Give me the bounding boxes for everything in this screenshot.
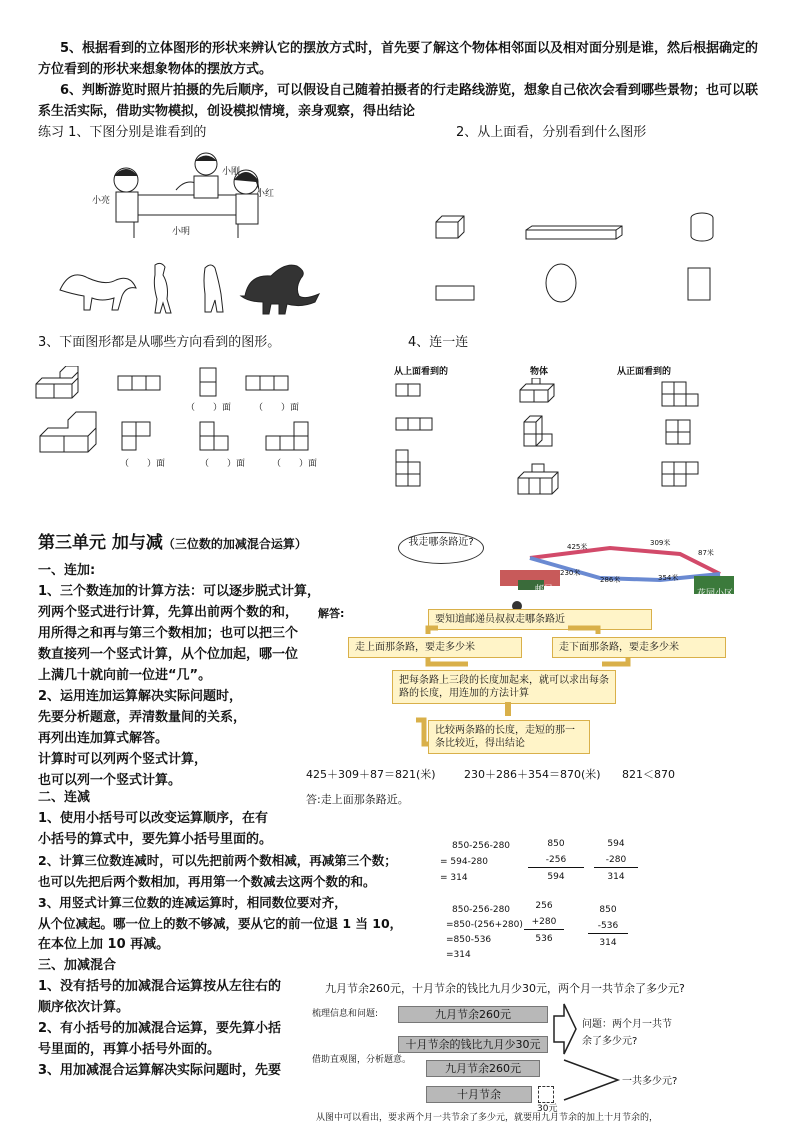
paragraph-6: 6、判断游览时照片拍摄的先后顺序，可以假设自己随着拍摄者的行走路线游览，想象自己依次会看到哪些景物；也可以联系生活实际，借助实物模拟，创设模拟情境，亲身观察，得出结论 [38, 83, 759, 119]
sec1-l2: 列两个竖式进行计算，先算出前两个数的和， [38, 605, 299, 620]
blank-5[interactable]: （ ）面 [272, 459, 318, 469]
bar-september-visual: 九月节余260元 [426, 1060, 540, 1077]
blank-2[interactable]: （ ）面 [254, 403, 300, 413]
sec1-l5: 上满几十就向前一位进“几”。 [38, 668, 212, 683]
sec1-l8: 再列出连加算式解答。 [38, 731, 169, 746]
sec1-l9: 计算时可以列两个竖式计算， [38, 752, 208, 767]
blank-3[interactable]: （ ）面 [120, 459, 166, 469]
connect-front-label: 从正面看到的 [617, 367, 672, 377]
calc-a-1: 850-256-280 [452, 841, 511, 851]
calc-a-3: = 314 [440, 873, 468, 883]
flow-step-1: 要知道邮递员叔叔走哪条路近 [428, 609, 652, 630]
label-xiaoliang: 小亮 [92, 196, 111, 206]
bar-september: 九月节余260元 [398, 1006, 548, 1023]
calc-b-mid: -256 [528, 851, 584, 868]
exercise-4-figures [392, 378, 712, 500]
calc-b-res: 594 [547, 872, 565, 882]
exercise-2-title: 2、从上面看，分别看到什么图形 [456, 125, 647, 140]
exercise-3-figures [34, 366, 334, 466]
calc-b-top: 850 [547, 839, 565, 849]
sec2-l4: 也可以先把后两个数相加，再用第一个数减去这两个数的和。 [38, 874, 376, 889]
label-xiaoming: 小明 [172, 227, 191, 237]
sec2-head: 二、连减 [38, 790, 91, 805]
section-2 [38, 787, 458, 955]
sec3-l3: 2、有小括号的加减混合运算，要先算小括 [38, 1021, 282, 1036]
problem-step-2: 借助直观图，分析题意。 [312, 1055, 412, 1065]
calc-d-1: 850-256-280 [452, 905, 511, 915]
calc-c-res: 314 [607, 872, 625, 882]
arrow-right [552, 1002, 578, 1056]
calc-f-res: 314 [599, 938, 617, 948]
problem-question: 九月节余260元，十月节余的钱比九月少30元，两个月一共节余了多少元? [325, 982, 685, 995]
sec1-l6: 2、运用连加运算解决实际问题时， [38, 689, 243, 704]
exercise-4-title: 4、连一连 [408, 335, 469, 350]
difference-label: 30元 [537, 1104, 558, 1114]
dinosaur-views [55, 260, 325, 315]
dist-87: 87米 [698, 549, 714, 557]
sec2-l6: 从个位减起。哪一位上的数不够减，要从它的前一位退 1 当 10， [38, 916, 403, 931]
calc-b [528, 838, 584, 884]
speech-bubble: 我走哪条路近? [398, 532, 484, 564]
calc-a [440, 840, 520, 885]
calc-c [594, 838, 638, 884]
flow-step-3: 把每条路上三段的长度加起来，就可以求出每条路的长度，用连加的方法计算 [392, 670, 616, 704]
sec3-head: 三、加减混合 [38, 958, 117, 973]
exercise-3-title: 3、下面图形都是从哪些方向看到的图形。 [38, 335, 281, 350]
paragraph-5: 5、根据看到的立体图形的形状来辨认它的摆放方式时，首先要了解这个物体相邻面以及相对面分别是谁，然后根据确定的方位看到的形状来想象物体的摆放方式。 [38, 41, 759, 77]
sec1-l1: 1、三个数连加的计算方法：可以逐步脱式计算， [38, 584, 321, 599]
sec2-l2: 小括号的算式中，要先算小括号里面的。 [38, 832, 273, 847]
garden-community-label: 花园小区 [697, 589, 734, 599]
calc-e [524, 900, 564, 946]
calc-e-res: 536 [535, 934, 553, 944]
calc-d [446, 904, 536, 962]
sec3-l2: 顺序依次计算。 [38, 1000, 130, 1015]
equation-2: 230＋286＋354＝870(米) [464, 768, 601, 781]
flow-step-2b: 走下面那条路，要走多少米 [552, 637, 726, 658]
section-3 [38, 955, 302, 1081]
sec1-head: 一、连加: [38, 563, 96, 578]
sec1-l3: 用所得之和再与第三个数相加；也可以把三个 [38, 626, 299, 641]
equation-3: 821＜870 [622, 768, 675, 781]
connect-top-label: 从上面看到的 [394, 367, 449, 377]
bar-october-visual: 十月节余 [426, 1086, 532, 1103]
calc-c-top: 594 [607, 839, 625, 849]
calc-d-4: =314 [446, 950, 471, 960]
exercise-1-title: 练习 1、下图分别是谁看到的 [38, 125, 207, 140]
bar-october-desc: 十月节余的钱比九月少30元 [398, 1036, 548, 1053]
unit-title-main: 第三单元 加与减 [38, 533, 163, 553]
section-1 [38, 560, 338, 791]
calc-d-3: =850-536 [446, 935, 492, 945]
sec1-l7: 先要分析题意，弄清数量间的关系， [38, 710, 247, 725]
calc-f-top: 850 [599, 905, 617, 915]
answer-label: 解答: [318, 607, 345, 620]
exercise-2-shapes [430, 208, 730, 308]
calc-f [588, 904, 628, 950]
unit-title [38, 528, 307, 553]
unit-subtitle: （三位数的加减混合运算） [162, 537, 307, 551]
flow-step-2a: 走上面那条路，要走多少米 [348, 637, 522, 658]
sec2-l1: 1、使用小括号可以改变运算顺序，在有 [38, 811, 269, 826]
sec2-l5: 3、用竖式计算三位数的连减运算时，相同数位要对齐， [38, 895, 347, 910]
sec1-l4: 数直接列一个竖式计算，从个位加起，哪一位 [38, 647, 299, 662]
calc-a-2: = 594-280 [440, 857, 489, 867]
brace-arrow [562, 1058, 622, 1104]
sec3-l5: 3、用加减混合运算解决实际问题时，先要 [38, 1063, 282, 1078]
sec3-l4: 号里面的，再算小括号外面的。 [38, 1042, 221, 1057]
dist-425: 425米 [567, 543, 588, 551]
flow-arrows [348, 620, 718, 750]
label-xiaogang: 小刚 [222, 167, 241, 177]
blank-4[interactable]: （ ）面 [200, 459, 246, 469]
flow-step-4: 比较两条路的长度，走短的那一条比较近，得出结论 [428, 720, 590, 754]
total-question: 一共多少元? [622, 1076, 678, 1087]
post-office-label: 邮局 [535, 585, 554, 595]
sec3-l1: 1、没有括号的加减混合运算按从左往右的 [38, 979, 282, 994]
calc-e-mid: +280 [524, 913, 564, 930]
dist-230: 230米 [560, 569, 581, 577]
calc-f-mid: -536 [588, 917, 628, 934]
problem-footnote: 从图中可以看出，要求两个月一共节余了多少元，就要用九月节余的加上十月节余的， [316, 1113, 659, 1123]
dist-309: 309米 [650, 539, 671, 547]
dist-286: 286米 [600, 576, 621, 584]
sec2-l3: 2、计算三位数连减时，可以先把前两个数相减，再减第三个数； [38, 853, 397, 868]
answer-1: 答:走上面那条路近。 [306, 793, 409, 806]
problem-question-box: 问题：两个月一共节余了多少元? [582, 1019, 672, 1047]
equation-1: 425＋309＋87＝821(米) [306, 768, 436, 781]
calc-d-2: =850-(256+280) [446, 920, 523, 930]
calc-e-top: 256 [535, 901, 553, 911]
sec2-l7: 在本位上加 10 再减。 [38, 937, 170, 952]
blank-1[interactable]: （ ）面 [186, 403, 232, 413]
calc-c-mid: -280 [594, 851, 638, 868]
dist-354: 354米 [658, 574, 679, 582]
connect-object-label: 物体 [530, 367, 549, 377]
problem-step-1: 梳理信息和问题: [312, 1009, 379, 1019]
sec1-l10: 也可以列一个竖式计算。 [38, 773, 182, 788]
label-xiaohong: 小红 [256, 189, 275, 199]
